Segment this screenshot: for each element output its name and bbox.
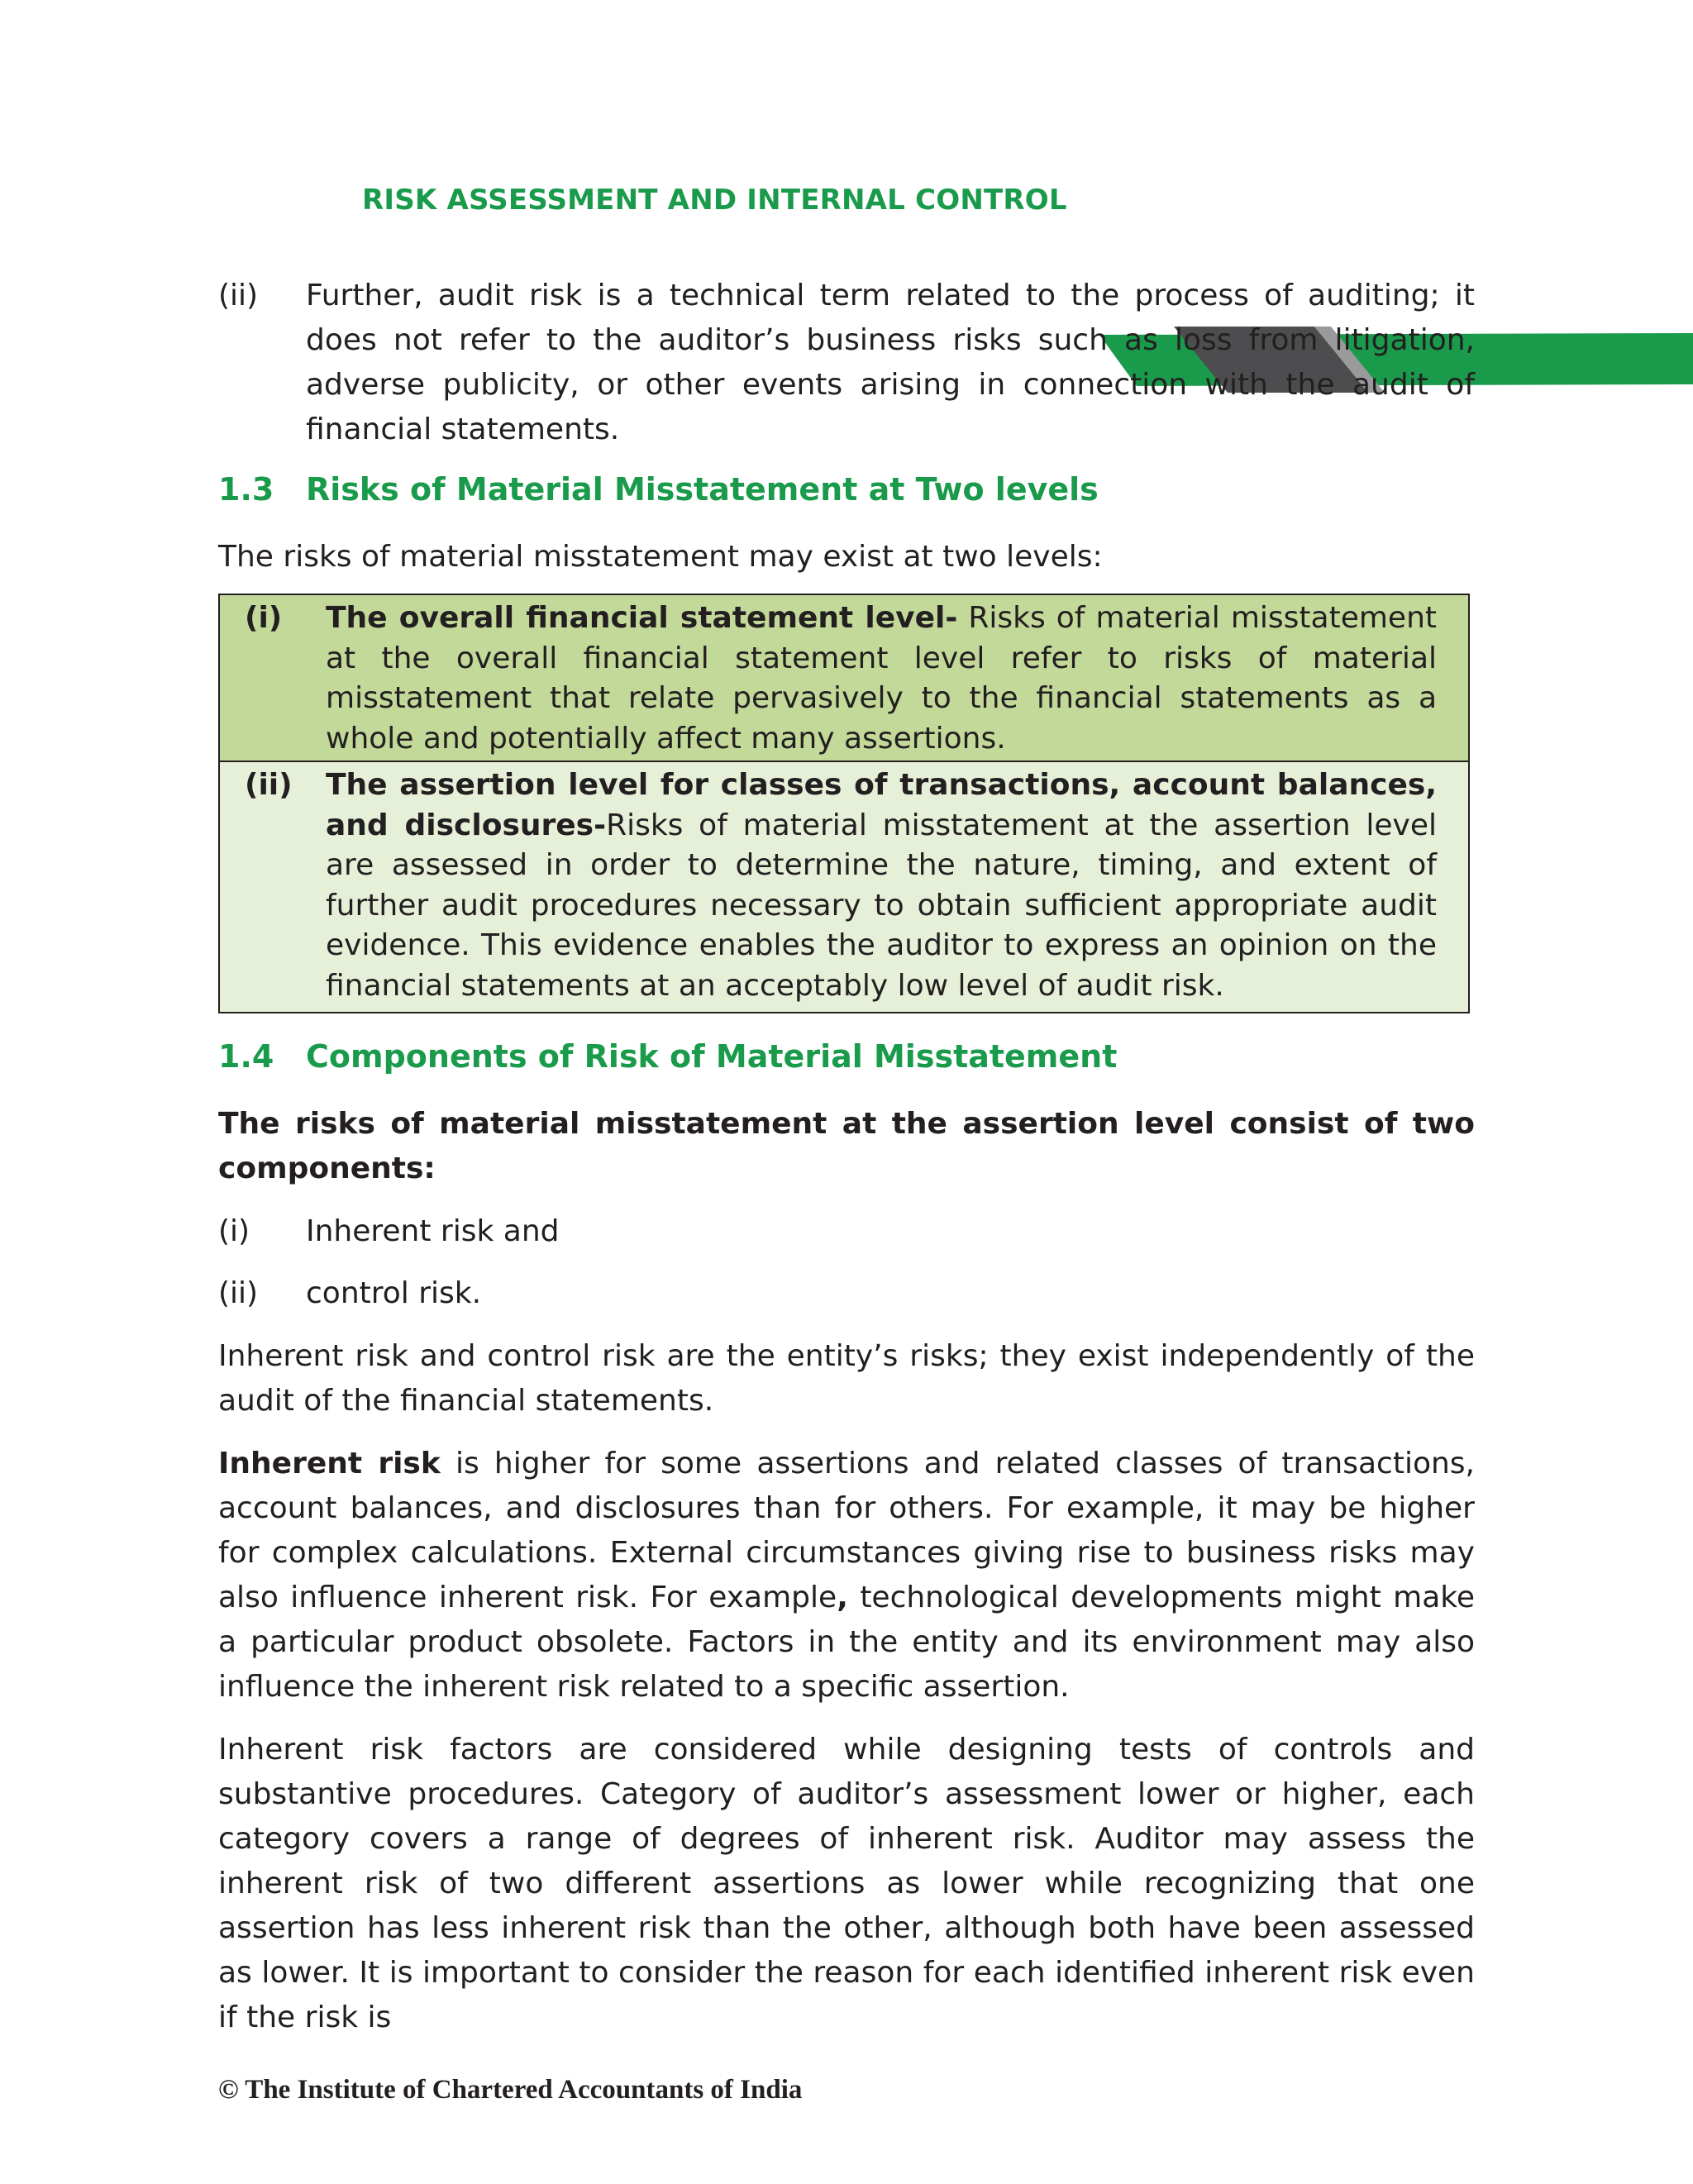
intro-item-number: (ii) (218, 279, 259, 312)
levels-row-2-number: (ii) (245, 768, 293, 802)
levels-row-1-number: (i) (245, 601, 283, 635)
component-2-text: control risk. (306, 1276, 482, 1310)
levels-row-2-text (326, 765, 1437, 1006)
intro-item-text: Further, audit risk is a technical term related to the process of auditing; it does not refer to the auditor’s business risks such as loss from litigation, adverse publicity, or other events arising in connection with the audit of financial statements. (306, 279, 1475, 446)
section-1-3-title: Risks of Material Misstatement at Two levels (306, 471, 1099, 508)
levels-row-1-text (326, 598, 1437, 759)
levels-row-1-bold: The overall financial statement level- (326, 601, 958, 635)
levels-box-row-2 (220, 762, 1468, 1012)
paragraph-entity-risks: Inherent risk and control risk are the entity’s risks; they exist independently of the audit of the financial statements. (218, 1339, 1475, 1418)
levels-row-1-body: Risks of material misstatement at the overall financial statement level refer to risks of material misstatement that relate pervasively to the financial statements as a whole and potentially affect many assertions. (326, 601, 1437, 756)
paragraph-inherent-risk-factors: Inherent risk factors are considered while designing tests of controls and substantive procedures. Category of auditor’s assessment lower or higher, each category covers a range of degrees of inherent risk. Auditor may assess the inherent risk of two different assertions as lower while recognizing that one assertion has less inherent risk than the other, although both have been assessed as lower. It is important to consider the reason for each identified inherent risk even if the risk is (218, 1733, 1475, 2034)
section-1-3-number: 1.3 (218, 471, 274, 508)
page-number: 4.3 (1239, 175, 1290, 208)
header-title: RISK ASSESSMENT AND INTERNAL CONTROL (362, 184, 1067, 217)
inherent-risk-text-b: technological developments might make a particular product obsolete. Factors in the entity and its environment may also influence the inherent risk related to a specific assertion. (218, 1581, 1476, 1704)
inherent-risk-text-a: is higher for some assertions and related classes of transactions, account balances, and disclosures than for others. For example, it may be higher for complex calculations. External circumstances giving rise to business risks may also influence inherent risk. For example (218, 1447, 1475, 1614)
levels-box (218, 594, 1470, 1013)
section-1-4-number: 1.4 (218, 1038, 274, 1075)
component-1-number: (i) (218, 1214, 250, 1248)
levels-row-2-body: Risks of material misstatement at the assertion level are assessed in order to determine the nature, timing, and extent of further audit procedures necessary to obtain sufficient appropriate audit evidence. This evidence enables the auditor to express an opinion on the financial statements at an acceptably low level of audit risk. (326, 808, 1437, 1003)
paragraph-inherent-risk (218, 1442, 1475, 1710)
inherent-risk-comma: , (837, 1581, 848, 1614)
section-1-3-heading (218, 471, 1099, 508)
section-1-4-title: Components of Risk of Material Misstatement (306, 1038, 1118, 1075)
component-1-text: Inherent risk and (306, 1214, 560, 1248)
section-1-4-heading (218, 1038, 1117, 1075)
section-1-3-lead: The risks of material misstatement may exist at two levels: (218, 540, 1103, 574)
levels-box-row-1 (220, 595, 1468, 762)
footer-copyright: © The Institute of Chartered Accountants of India (218, 2075, 803, 2105)
component-2-number: (ii) (218, 1276, 259, 1310)
section-1-4-lead: The risks of material misstatement at the assertion level consist of two components: (218, 1107, 1475, 1185)
inherent-risk-term: Inherent risk (218, 1447, 441, 1481)
levels-row-2-bold: The assertion level for classes of transactions, account balances, and disclosures- (326, 768, 1437, 842)
